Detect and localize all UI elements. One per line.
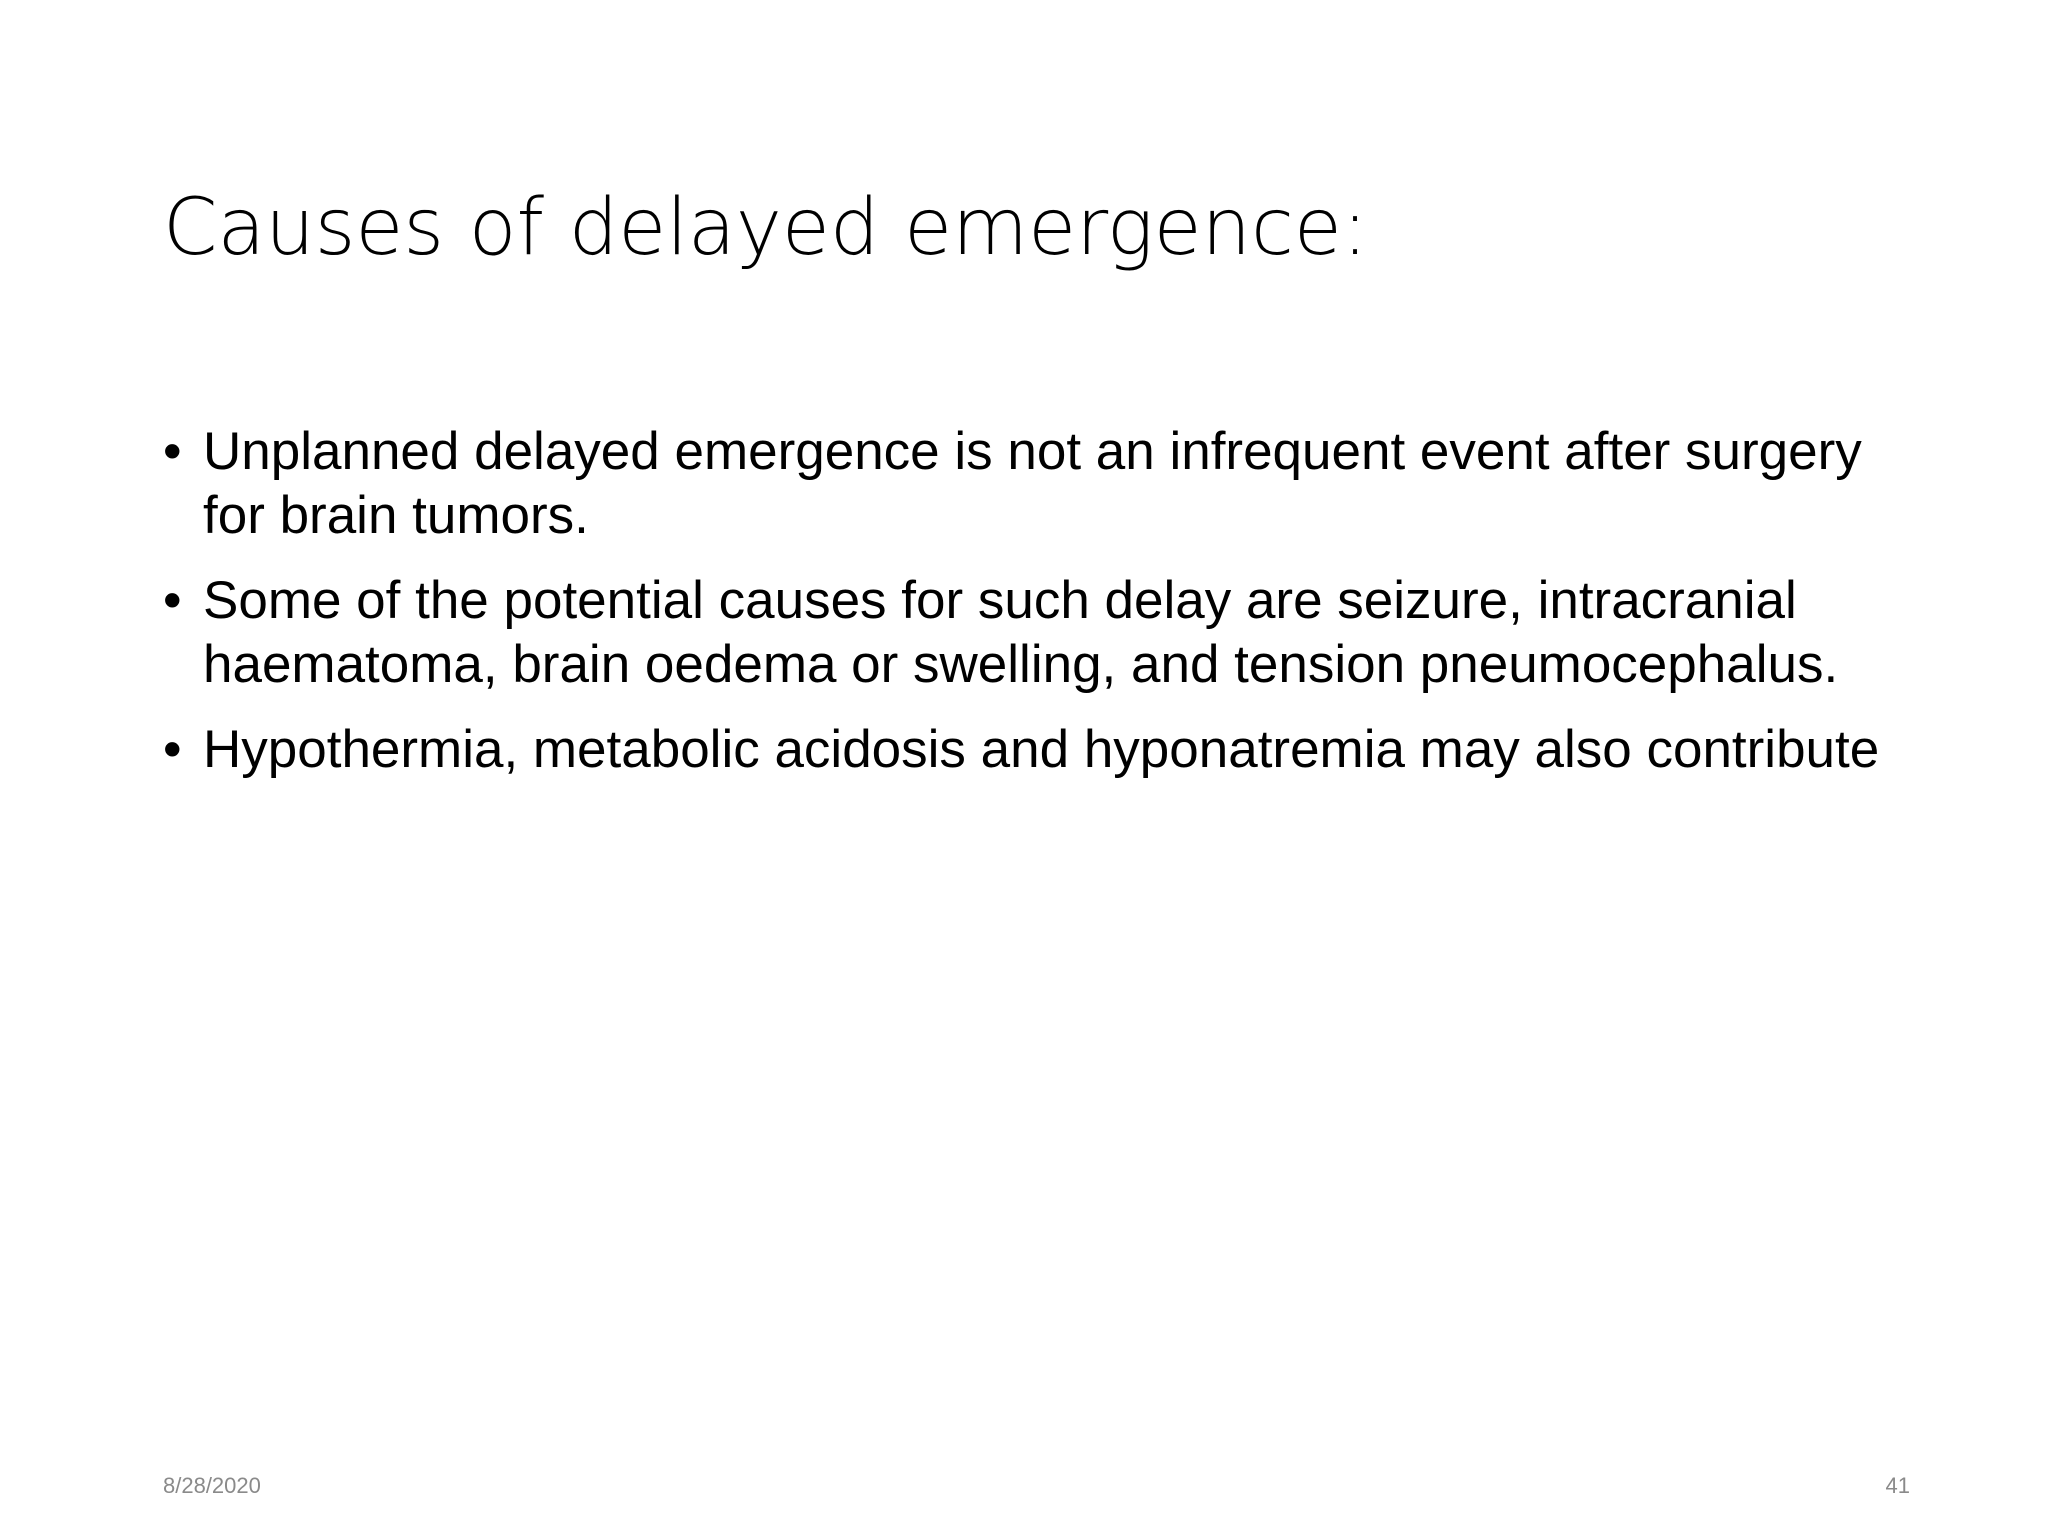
footer-date: 8/28/2020 [163, 1473, 261, 1498]
bullet-text: Some of the potential causes for such delay are seizure, intracranial haematoma, brain oedema or swelling, and tension pneumocephalus. [203, 571, 1839, 694]
bullet-text: Unplanned delayed emergence is not an infrequent event after surgery for brain tumors. [203, 422, 1862, 545]
bullet-text: Hypothermia, metabolic acidosis and hyponatremia may also contribute [203, 720, 1880, 779]
bullet-list [163, 420, 1903, 803]
bullet-marker: • [163, 422, 182, 481]
slide-number: 41 [1885, 1473, 1910, 1498]
slide-title: Causes of delayed emergence: [163, 183, 1369, 273]
bullet-marker: • [163, 571, 182, 630]
bullet-item [163, 718, 1903, 782]
bullet-item [163, 420, 1903, 548]
bullet-item [163, 569, 1903, 697]
bullet-marker: • [163, 720, 182, 779]
